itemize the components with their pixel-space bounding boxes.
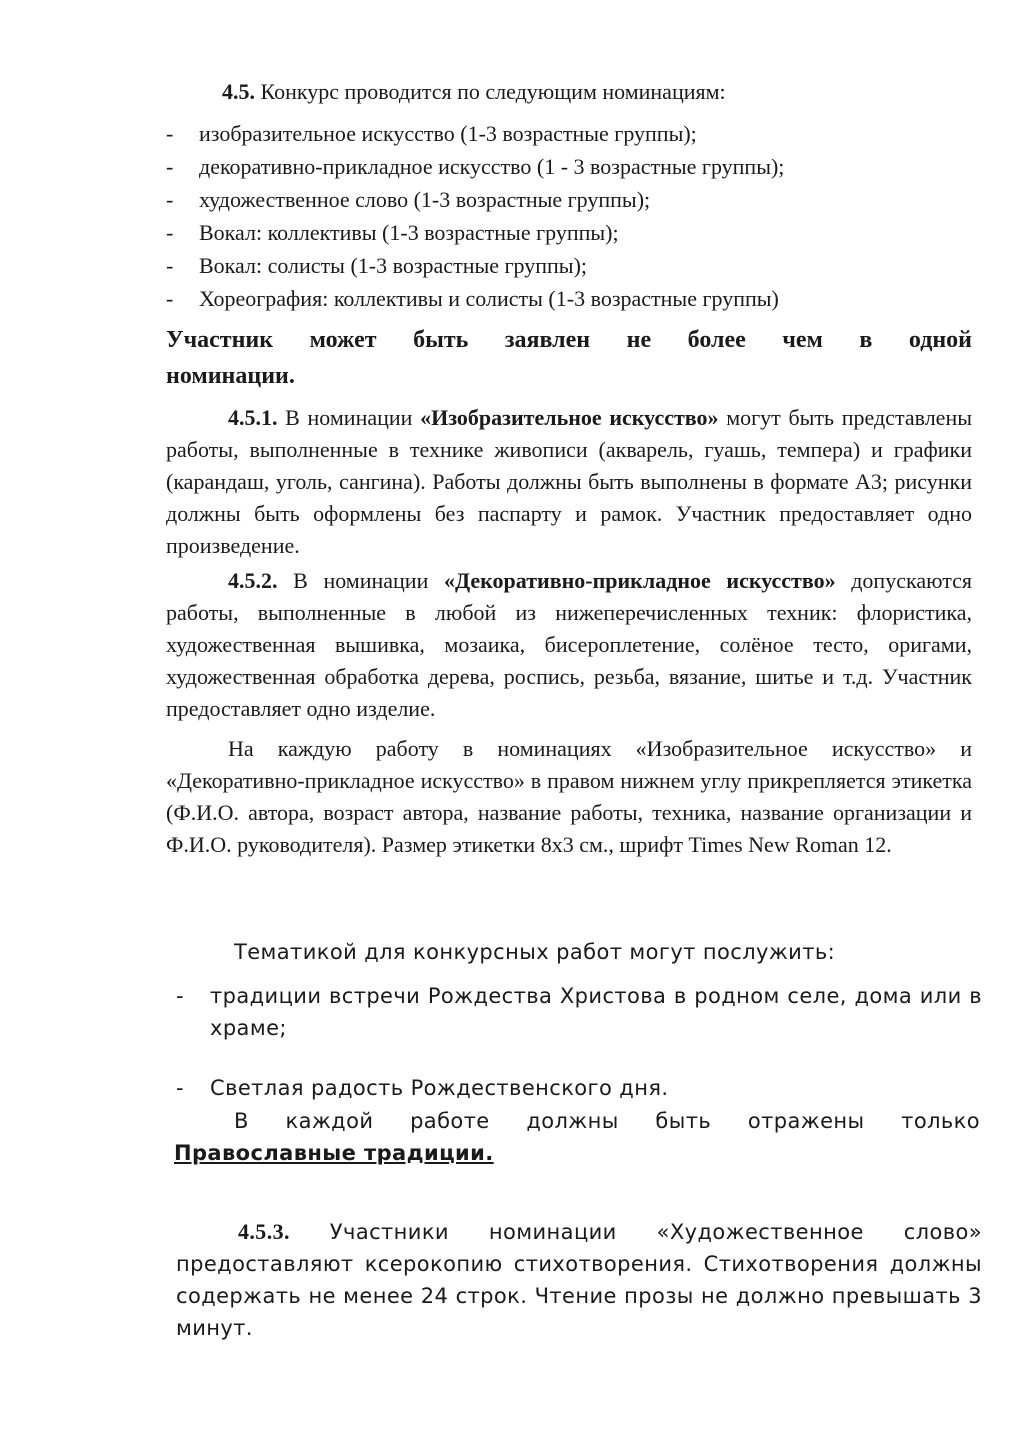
- nomination-name: «Изобразительное искусство»: [420, 405, 719, 430]
- orthodox-traditions-note: [174, 1105, 980, 1169]
- nomination-text: художественное слово (1-3 возрастные группы);: [199, 187, 651, 212]
- section-4-5-heading: [222, 76, 982, 108]
- nomination-text: Хореография: коллективы и солисты (1-3 возрастные группы): [199, 286, 779, 311]
- nomination-text: Вокал: солисты (1-3 возрастные группы);: [199, 253, 588, 278]
- theme-item: [176, 980, 982, 1044]
- themes-list: [176, 980, 982, 1104]
- theme-text: Светлая радость Рождественского дня.: [210, 1076, 669, 1100]
- paragraph-text: могут быть представлены работы, выполненные в технике живописи (акварель, гуашь, темпера) и графики (карандаш, уголь, сангина). Работы должны быть выполнены в формате А3; рисунки должны быть оформлены без паспарту и рамок. Участник предоставляет одно произведение.: [166, 405, 972, 558]
- list-dash: -: [176, 1076, 184, 1100]
- nomination-item: [166, 117, 996, 150]
- label-requirements-paragraph: На каждую работу в номинациях «Изобразительное искусство» и «Декоративно-прикладное искусство» в правом нижнем углу прикрепляется этикетка (Ф.И.О. автора, возраст автора, название работы, техника, название организации и Ф.И.О. руководителя). Размер этикетки 8х3 см., шрифт Times New Roman 12.: [166, 736, 972, 857]
- paragraph-text: допускаются работы, выполненные в любой из нижеперечисленных техник: флористика, художественная вышивка, мозаика, бисероплетение, солёное тесто, оригами, художественная обработка дерева, роспись, резьба, вязание, шитье и т.д. Участник предоставляет одно изделие.: [166, 568, 972, 721]
- section-number: 4.5.2.: [228, 568, 278, 593]
- list-dash: -: [166, 154, 174, 179]
- section-4-5-3-paragraph: [176, 1216, 982, 1344]
- themes-intro: Тематикой для конкурсных работ могут послужить:: [234, 940, 836, 964]
- paragraph-text: В номинации: [277, 568, 444, 593]
- list-dash: -: [166, 187, 174, 212]
- nominations-list: [166, 117, 996, 315]
- theme-text: традиции встречи Рождества Христова в родном селе, дома или в храме;: [210, 984, 982, 1040]
- note-text: В каждой работе должны быть отражены только: [234, 1109, 980, 1133]
- list-dash: -: [176, 984, 184, 1008]
- section-number: 4.5.1.: [228, 405, 278, 430]
- nomination-text: Вокал: коллективы (1-3 возрастные группы);: [199, 220, 619, 245]
- list-dash: -: [166, 286, 174, 311]
- list-dash: -: [166, 121, 174, 146]
- note-emphasis: Православные традиции.: [174, 1141, 494, 1165]
- nomination-name: «Декоративно-прикладное искусство»: [444, 568, 836, 593]
- nomination-text: изобразительное искусство (1-3 возрастные группы);: [199, 121, 697, 146]
- section-heading-text: Конкурс проводится по следующим номинациям:: [255, 79, 726, 104]
- section-number: 4.5.3.: [238, 1219, 290, 1244]
- paragraph-text: Участники номинации «Художественное слово» предоставляют ксерокопию стихотворения. Стихотворения должны содержать не менее 24 строк. Чтение прозы не должно превышать 3 минут.: [176, 1220, 982, 1340]
- list-dash: -: [166, 253, 174, 278]
- section-4-5-2-paragraph: [166, 565, 972, 725]
- section-4-5-1-paragraph: [166, 402, 972, 562]
- theme-item: [176, 1072, 982, 1104]
- paragraph-text: В номинации: [277, 405, 421, 430]
- nomination-item: [166, 150, 996, 183]
- single-nomination-notice: Участник может быть заявлен не более чем в одной номинации.: [166, 327, 972, 389]
- section-number: 4.5.: [222, 79, 255, 104]
- nomination-item: [166, 282, 996, 315]
- nomination-text: декоративно-прикладное искусство (1 - 3 возрастные группы);: [199, 154, 785, 179]
- nomination-item: [166, 183, 996, 216]
- list-dash: -: [166, 220, 174, 245]
- nomination-item: [166, 249, 996, 282]
- nomination-item: [166, 216, 996, 249]
